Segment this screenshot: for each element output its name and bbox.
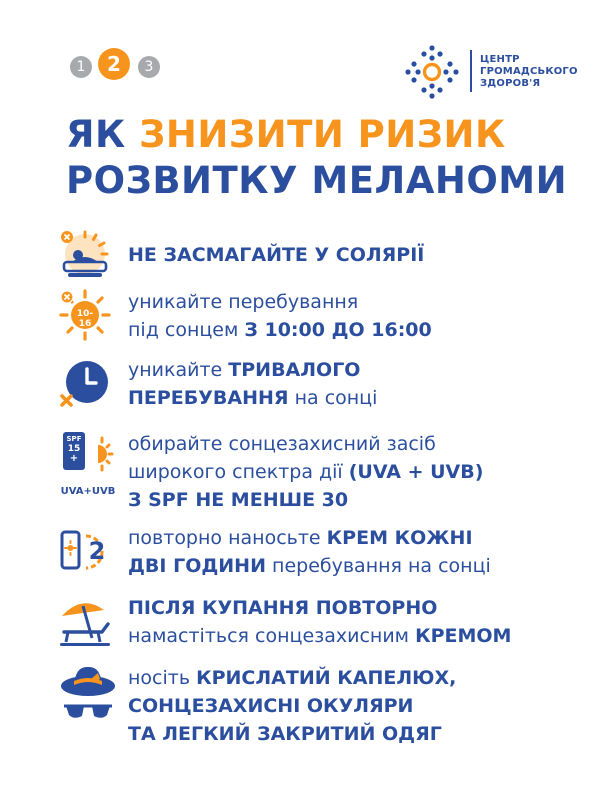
tip-long-exposure-line-2-regular: на сонці (288, 387, 378, 409)
tip-solarium-bold: НЕ ЗАСМАГАЙТЕ У СОЛЯРІЇ (128, 244, 425, 266)
tip-hat-glasses-line-3-bold: ТА ЛЕГКИЙ ЗАКРИТИЙ ОДЯГ (128, 723, 442, 745)
tip-sunscreen-line-2 (128, 458, 483, 486)
tip-long-exposure-line-2-bold: ПЕРЕБУВАННЯ (128, 387, 289, 409)
tip-reapply-line-2 (128, 552, 491, 580)
tip-sun-hours-line-2-regular: під сонцем (128, 319, 245, 341)
tip-sun-hours-line-2-bold: З 10:00 ДО 16:00 (244, 319, 432, 341)
tip-reapply-line-1 (128, 524, 491, 552)
solarium-icon (58, 228, 112, 282)
tip-after-swimming-line-1-bold: ПІСЛЯ КУПАННЯ ПОВТОРНО (128, 597, 438, 619)
tip-long-exposure-line-1-regular: уникайте (128, 359, 229, 381)
tip-reapply-line-2-bold: ДВІ ГОДИНИ (128, 555, 266, 577)
tip-sun-hours-line-2 (128, 316, 432, 344)
tip-after-swimming-text (128, 594, 511, 650)
tip-hat-glasses (58, 664, 578, 750)
tip-sunscreen-line-1: обирайте сонцезахисний засіб (128, 433, 436, 455)
tip-after-swimming-line-1 (128, 594, 511, 622)
tip-reapply-line-2-regular: перебування на сонці (265, 555, 491, 577)
tip-sunscreen-text (128, 430, 483, 514)
tip-after-swimming (58, 594, 578, 650)
tip-sunscreen-line-3-bold: З SPF НЕ МЕНШЕ 30 (128, 489, 349, 511)
clock-icon (58, 356, 112, 410)
tip-sun-hours-text (128, 288, 432, 344)
logo-divider (470, 50, 472, 92)
logo-text (480, 54, 578, 90)
title-line-2: РОЗВИТКУ МЕЛАНОМИ (66, 159, 568, 202)
tip-sunscreen-line-2-bold: (UVA + UVB) (348, 461, 484, 483)
sunscreen-bottle-label (63, 434, 85, 464)
tip-long-exposure-line-2 (128, 384, 377, 412)
beach-umbrella-icon (58, 594, 112, 648)
page-title (66, 112, 567, 204)
step-3: 3 (138, 56, 160, 78)
step-2-current: 2 (98, 48, 130, 80)
tip-hat-glasses-line-1-regular: носіть (128, 667, 197, 689)
tip-reapply-line-1-regular: повторно наносьте (128, 527, 327, 549)
title-highlight: ЗНИЗИТИ РИЗИК (139, 113, 506, 156)
tip-hat-glasses-line-2-bold: СОНЦЕЗАХИСНІ ОКУЛЯРИ (128, 695, 414, 717)
tip-long-exposure-text (128, 356, 377, 412)
hat-and-sunglasses-icon (58, 664, 118, 728)
tip-solarium (58, 228, 578, 282)
sunscreen-spf-number: 15 (67, 444, 81, 454)
tip-hat-glasses-line-2 (128, 692, 456, 720)
tip-hat-glasses-line-3 (128, 720, 456, 748)
tip-solarium-text (128, 241, 424, 269)
uva-uvb-label: UVA+UVB (60, 486, 116, 497)
tip-after-swimming-line-2 (128, 622, 511, 650)
tip-long-exposure (58, 356, 578, 412)
tip-sunscreen (58, 430, 578, 514)
tip-long-exposure-line-1 (128, 356, 377, 384)
logo-line-1: ЦЕНТР (480, 54, 520, 65)
step-1: 1 (70, 56, 92, 78)
sunscreen-spf-label: SPF (66, 435, 82, 443)
public-health-center-logo-icon (404, 44, 460, 100)
tip-sunscreen-line-3 (128, 486, 483, 514)
tip-after-swimming-line-2-regular: намастіться сонцезахисним (128, 625, 416, 647)
sunscreen-plus: + (69, 453, 79, 464)
tip-sunscreen-line-2-regular: широкого спектра дії (128, 461, 349, 483)
tip-sun-hours (58, 288, 578, 344)
title-part-1: ЯК (66, 113, 140, 156)
sun-hours-icon-label: 10-16 (76, 309, 94, 329)
tip-hat-glasses-text (128, 664, 456, 748)
logo-line-2: ГРОМАДСЬКОГО (480, 66, 578, 77)
tip-reapply-line-1-bold: КРЕМ КОЖНІ (326, 527, 473, 549)
tip-reapply-text (128, 524, 491, 580)
tip-sun-hours-line-1: уникайте перебування (128, 291, 359, 313)
tip-reapply (58, 524, 578, 580)
reapply-icon-number: 2 (88, 537, 106, 565)
logo-line-3: ЗДОРОВ'Я (480, 78, 541, 89)
tip-hat-glasses-line-1 (128, 664, 456, 692)
tip-long-exposure-line-1-bold: ТРИВАЛОГО (228, 359, 361, 381)
tip-hat-glasses-line-1-bold: КРИСЛАТИЙ КАПЕЛЮХ, (196, 667, 457, 689)
tip-after-swimming-line-2-bold: КРЕМОМ (415, 625, 512, 647)
